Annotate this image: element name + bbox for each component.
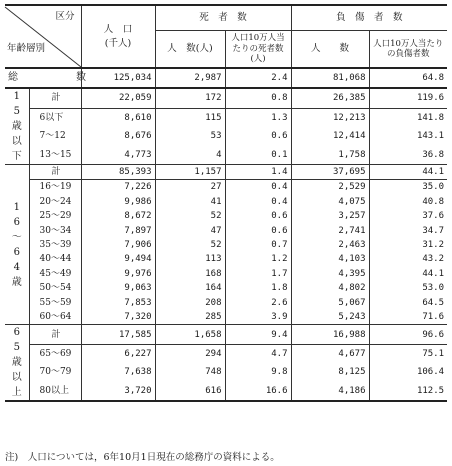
- table-row: [5, 165, 447, 180]
- table-row: [5, 88, 447, 108]
- deaths-rate-cell: 0.4: [225, 180, 291, 195]
- table-row: [5, 108, 447, 127]
- total-deaths: 2,987: [155, 68, 225, 88]
- population-cell: 8,610: [81, 108, 155, 127]
- table-row: [5, 364, 447, 382]
- table-row: [5, 281, 447, 295]
- injured-rate-cell: 75.1: [422, 349, 445, 360]
- row-label: 7～12: [29, 127, 81, 145]
- injured-rate-cell: 36.8: [369, 146, 447, 165]
- row-label: 13～15: [29, 146, 81, 165]
- injured-rate-header: 人口10万人当たりの負傷者数: [369, 31, 447, 69]
- injured-rate-cell: 37.6: [422, 211, 445, 222]
- total-row: [5, 68, 447, 88]
- population-cell: 7,320: [81, 310, 155, 325]
- population-cell: 9,986: [81, 195, 155, 209]
- traffic-accident-age-table: [5, 4, 447, 402]
- injured-cell: 3,257: [291, 209, 369, 223]
- population-cell: 7,226: [81, 180, 155, 195]
- deaths-rate-cell: 0.4: [225, 195, 291, 209]
- deaths-rate-cell: 0.6: [225, 224, 291, 238]
- injured-cell: 4,395: [291, 267, 369, 281]
- injured-cell: 2,463: [291, 238, 369, 252]
- population-cell: 8,672: [81, 209, 155, 223]
- footnote: 注) 人口については，6年10月1日現在の総務庁の資料による。: [5, 452, 280, 463]
- population-cell: 6,227: [81, 345, 155, 364]
- population-cell: 3,720: [81, 382, 155, 402]
- deaths-rate-cell: 1.4: [225, 165, 291, 180]
- row-label: 50～54: [29, 281, 81, 295]
- deaths-cell: 4: [155, 146, 225, 165]
- row-label: 計: [29, 325, 81, 345]
- injured-rate-cell: 53.0: [422, 283, 445, 294]
- row-label: 20～24: [29, 195, 81, 209]
- injured-cell: 5,243: [291, 310, 369, 325]
- statistics-table-container: [5, 4, 447, 402]
- injured-cell: 4,103: [291, 252, 369, 266]
- injured-rate-cell: 96.6: [369, 325, 447, 345]
- row-label: 25～29: [29, 209, 81, 223]
- deaths-cell: 115: [155, 108, 225, 127]
- row-label: 30～34: [29, 224, 81, 238]
- age-group-label: 1 5 歳 以 下: [5, 88, 29, 165]
- deaths-cell: 53: [155, 127, 225, 145]
- population-unit-label: (千人): [104, 37, 132, 49]
- deaths-rate-cell: 1.8: [225, 281, 291, 295]
- deaths-cell: 172: [155, 88, 225, 108]
- table-row: [5, 238, 447, 252]
- injured-rate-cell: 44.1: [422, 268, 445, 279]
- age-group-label: 6 5 歳 以 上: [5, 325, 29, 402]
- deaths-cell: 52: [155, 209, 225, 223]
- deaths-cell: 113: [155, 252, 225, 266]
- deaths-cell: 1,658: [155, 325, 225, 345]
- deaths-rate-cell: 0.6: [225, 127, 291, 145]
- total-row-label: 総 数: [5, 68, 81, 88]
- injured-cell: 2,741: [291, 224, 369, 238]
- deaths-cell: 616: [155, 382, 225, 402]
- row-label: 計: [29, 165, 81, 180]
- deaths-cell: 27: [155, 180, 225, 195]
- deaths-rate-cell: 0.1: [225, 146, 291, 165]
- population-cell: 7,906: [81, 238, 155, 252]
- row-label: 35～39: [29, 238, 81, 252]
- injured-cell: 12,414: [291, 127, 369, 145]
- row-label: 80以上: [29, 382, 81, 402]
- injured-cell: 1,758: [291, 146, 369, 165]
- injured-cell: 4,802: [291, 281, 369, 295]
- injured-rate-cell: 141.8: [416, 112, 445, 123]
- total-injured: 81,068: [291, 68, 369, 88]
- injured-rate-cell: 112.5: [369, 382, 447, 402]
- row-label: 65～69: [29, 345, 81, 364]
- table-row: [5, 296, 447, 310]
- injured-cell: 26,385: [291, 88, 369, 108]
- age-group-header-label: 年齢層別: [7, 43, 46, 55]
- population-cell: 85,393: [81, 165, 155, 180]
- table-row: [5, 382, 447, 402]
- table-row: [5, 180, 447, 195]
- population-cell: 7,897: [81, 224, 155, 238]
- corner-header-cell: [5, 5, 81, 68]
- injured-cell: 16,988: [291, 325, 369, 345]
- age-group-rows: [5, 88, 447, 401]
- injured-rate-cell: 106.4: [416, 367, 445, 378]
- injured-rate-cell: 31.2: [422, 240, 445, 251]
- table-row: [5, 252, 447, 266]
- population-cell: 4,773: [81, 146, 155, 165]
- deaths-cell: 168: [155, 267, 225, 281]
- deaths-rate-cell: 9.8: [225, 364, 291, 382]
- row-label: 70～79: [29, 364, 81, 382]
- deaths-cell: 285: [155, 310, 225, 325]
- injured-cell: 4,075: [291, 195, 369, 209]
- injured-rate-cell: 71.6: [369, 310, 447, 325]
- deaths-rate-cell: 16.6: [225, 382, 291, 402]
- row-label: 55～59: [29, 296, 81, 310]
- injured-group-header: 負 傷 者 数: [291, 5, 447, 31]
- table-row: [5, 127, 447, 145]
- injured-rate-cell: 64.5: [422, 297, 445, 308]
- injured-cell: 5,067: [291, 296, 369, 310]
- deaths-rate-cell: 3.9: [225, 310, 291, 325]
- population-cell: 8,676: [81, 127, 155, 145]
- table-row: [5, 209, 447, 223]
- deaths-cell: 748: [155, 364, 225, 382]
- table-row: [5, 325, 447, 345]
- table-row: [5, 146, 447, 165]
- deaths-rate-cell: 9.4: [225, 325, 291, 345]
- total-injured-rate: 64.8: [369, 68, 447, 88]
- deaths-cell: 52: [155, 238, 225, 252]
- row-label: 60～64: [29, 310, 81, 325]
- population-cell: 17,585: [81, 325, 155, 345]
- injured-count-header: 人 数: [291, 31, 369, 69]
- table-row: [5, 195, 447, 209]
- population-header: [81, 5, 155, 68]
- population-header-label: 人 口: [103, 23, 133, 35]
- deaths-group-header: 死 者 数: [155, 5, 291, 31]
- deaths-rate-cell: 0.6: [225, 209, 291, 223]
- injured-rate-cell: 40.8: [422, 196, 445, 207]
- injured-rate-cell: 34.7: [422, 225, 445, 236]
- injured-cell: 4,186: [291, 382, 369, 402]
- table-row: [5, 345, 447, 364]
- row-label: 6以下: [29, 108, 81, 127]
- deaths-rate-cell: 4.7: [225, 345, 291, 364]
- population-cell: 9,494: [81, 252, 155, 266]
- total-population: 125,034: [81, 68, 155, 88]
- deaths-cell: 1,157: [155, 165, 225, 180]
- injured-cell: 4,677: [291, 345, 369, 364]
- deaths-cell: 47: [155, 224, 225, 238]
- age-group-label: 1 6 ～ 6 4 歳: [5, 165, 29, 325]
- injured-rate-cell: 119.6: [369, 88, 447, 108]
- deaths-rate-cell: 2.6: [225, 296, 291, 310]
- population-cell: 22,059: [81, 88, 155, 108]
- row-label: 計: [29, 88, 81, 108]
- deaths-cell: 294: [155, 345, 225, 364]
- injured-cell: 12,213: [291, 108, 369, 127]
- population-cell: 7,853: [81, 296, 155, 310]
- total-deaths-rate: 2.4: [225, 68, 291, 88]
- population-cell: 9,976: [81, 267, 155, 281]
- injured-rate-cell: 35.0: [422, 182, 445, 193]
- injured-cell: 2,529: [291, 180, 369, 195]
- row-label: 16～19: [29, 180, 81, 195]
- deaths-rate-cell: 1.3: [225, 108, 291, 127]
- injured-rate-cell: 44.1: [369, 165, 447, 180]
- deaths-cell: 41: [155, 195, 225, 209]
- row-label: 45～49: [29, 267, 81, 281]
- table-row: [5, 267, 447, 281]
- table-row: [5, 310, 447, 325]
- population-cell: 7,638: [81, 364, 155, 382]
- deaths-rate-cell: 0.7: [225, 238, 291, 252]
- table-row: [5, 224, 447, 238]
- deaths-rate-cell: 0.8: [225, 88, 291, 108]
- injured-rate-cell: 143.1: [416, 131, 445, 142]
- row-label: 40～44: [29, 252, 81, 266]
- injured-cell: 8,125: [291, 364, 369, 382]
- deaths-rate-header: 人口10万人当たりの死者数(人): [225, 31, 291, 69]
- deaths-cell: 164: [155, 281, 225, 295]
- deaths-count-header: 人 数(人): [155, 31, 225, 69]
- injured-rate-cell: 43.2: [422, 254, 445, 265]
- deaths-cell: 208: [155, 296, 225, 310]
- category-header-label: 区分: [55, 10, 75, 22]
- deaths-rate-cell: 1.2: [225, 252, 291, 266]
- population-cell: 9,063: [81, 281, 155, 295]
- injured-cell: 37,695: [291, 165, 369, 180]
- deaths-rate-cell: 1.7: [225, 267, 291, 281]
